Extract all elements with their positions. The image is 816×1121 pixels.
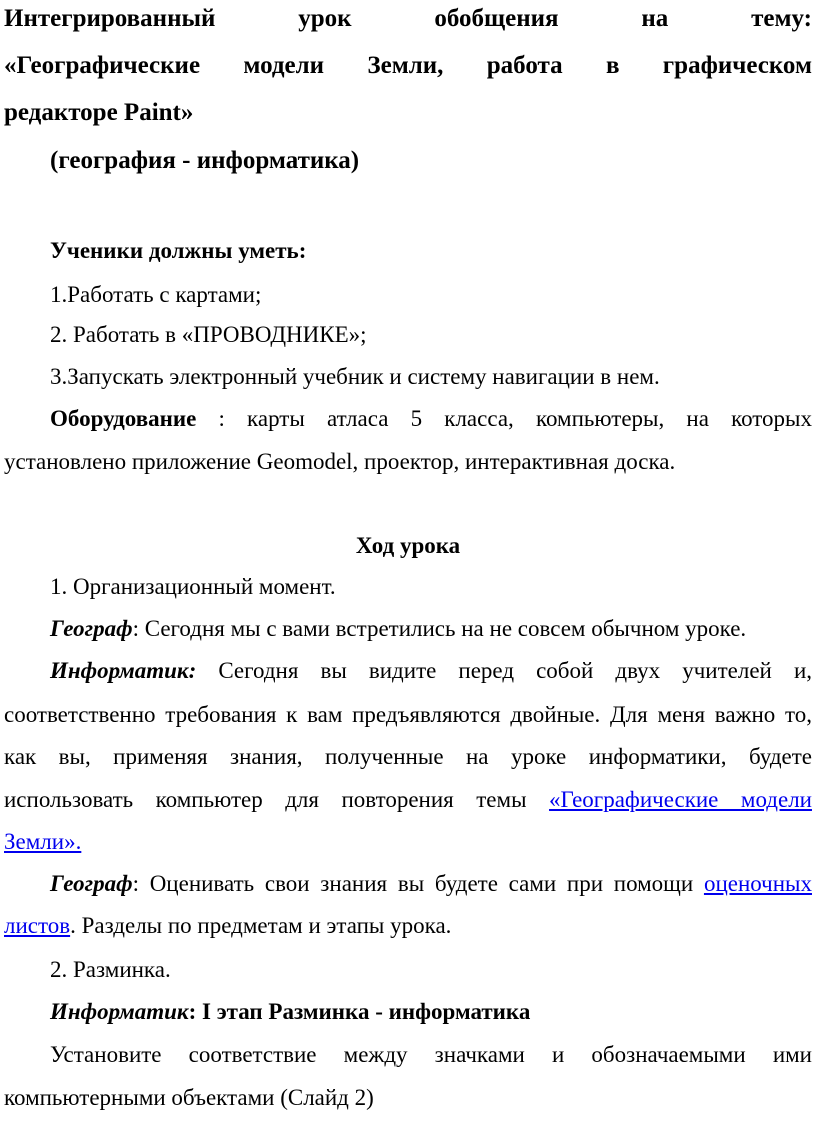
stage-1-heading: [50, 998, 812, 1025]
informatik-line-1-words: Сегодня вы видите перед собой двух учителей и,: [218, 658, 812, 683]
lesson-step-2: 2. Разминка.: [50, 957, 171, 982]
geograf-paragraph-1: [50, 615, 812, 642]
geograf-label: Географ: [50, 616, 133, 641]
informatik-line-3: как вы, применяя знания, полученные на уроке информатики, будете: [4, 744, 812, 769]
skills-item-1: 1.Работать с картами;: [50, 282, 262, 307]
topic-link[interactable]: «Географические модели: [549, 787, 812, 812]
title-line-3: редакторе Paint»: [4, 99, 194, 126]
equipment-line-1-rest: : карты атласа 5 класса, компьютеры, на которых: [196, 406, 812, 431]
topic-link-continued[interactable]: Земли».: [4, 829, 82, 854]
geograf-2-text: : Оценивать свои знания вы будете сами при помощи: [132, 871, 694, 896]
lesson-heading: Ход урока: [355, 533, 461, 558]
informatik-line-2: соответственно требования к вам предъявляются двойные. Для меня важно то,: [4, 702, 812, 727]
informatik-line-4: [4, 786, 812, 813]
title-line-2: «Географические модели Земли, работа в графическом: [4, 52, 812, 79]
skills-item-3: 3.Запускать электронный учебник и систему навигации в нем.: [50, 364, 660, 389]
informatik-label-2: Информатик: [50, 999, 189, 1024]
geograf-2-line-2-text: . Разделы по предметам и этапы урока.: [70, 913, 452, 938]
lesson-step-1: 1. Организационный момент.: [50, 574, 336, 599]
equipment-label: Оборудование: [50, 406, 197, 431]
assessment-sheets-link-continued[interactable]: листов: [4, 913, 71, 938]
equipment-line-2: установлено приложение Geomodel, проектор, интерактивная доска.: [4, 449, 676, 474]
stage-1-text: : I этап Разминка - информатика: [188, 999, 531, 1024]
geograf-text-1: : Сегодня мы с вами встретились на не совсем обычном уроке.: [132, 616, 747, 641]
informatik-line-4-words: использовать компьютер для повторения темы: [4, 787, 550, 812]
informatik-line-5: [4, 828, 812, 855]
geograf-paragraph-2-line-1: [50, 870, 812, 897]
geograf-paragraph-2-line-2: [4, 912, 812, 939]
skills-item-2: 2. Работать в «ПРОВОДНИКЕ»;: [50, 322, 367, 347]
task-line-1: Установите соответствие между значками и обозначаемыми ими: [50, 1042, 812, 1067]
title-line-1: Интегрированный урок обобщения на тему:: [4, 5, 812, 32]
assessment-sheets-link[interactable]: оценочных: [703, 871, 812, 896]
task-line-2: компьютерными объектами (Слайд 2): [4, 1085, 374, 1110]
equipment-line-1: [50, 405, 812, 432]
geograf-label-2: Географ: [50, 871, 133, 896]
informatik-label: Информатик:: [50, 658, 197, 683]
title-subtitle: (география - информатика): [50, 147, 360, 174]
skills-heading: Ученики должны уметь:: [50, 238, 307, 263]
informatik-line-1: [50, 657, 812, 684]
